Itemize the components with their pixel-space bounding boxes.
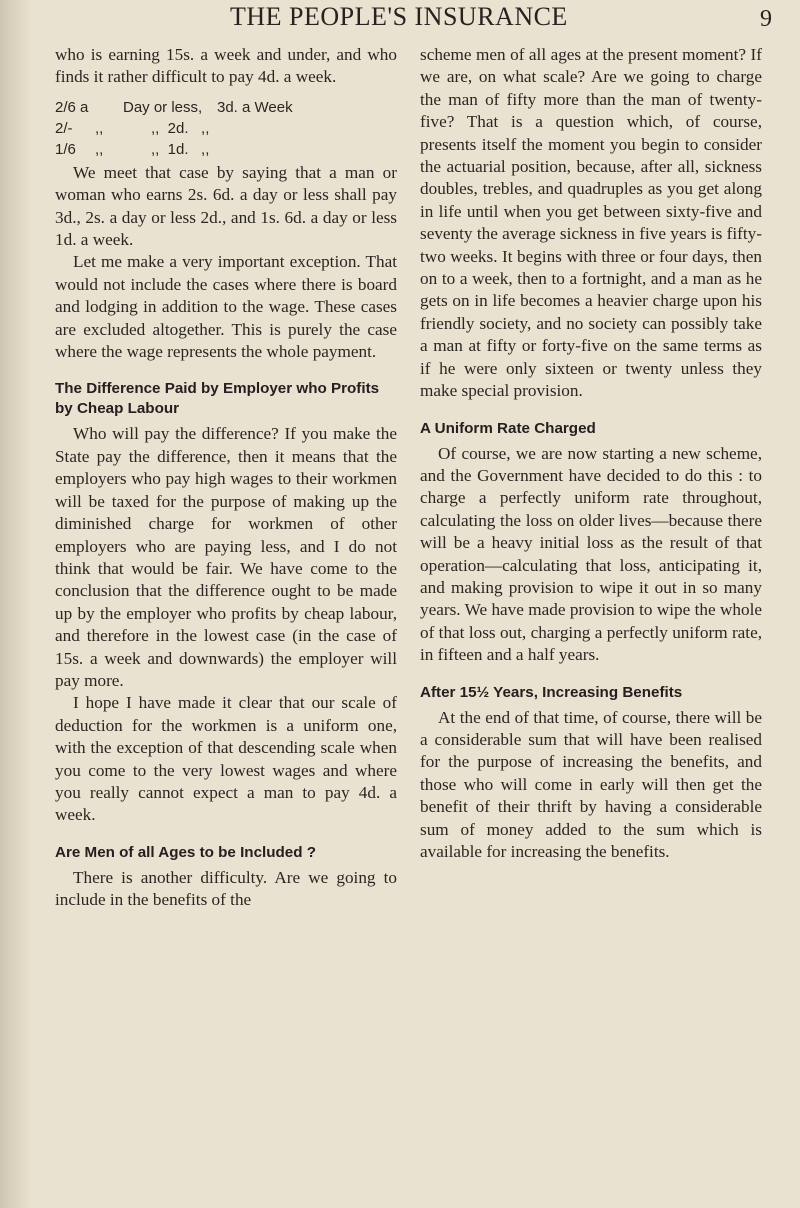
paragraph: scheme men of all ages at the present moment? If we are, on what scale? Are we going to charge the man of fifty more than the man of twenty-five? That is a question which, of course, presents itself the moment you begin to consider the actuarial position, because, after all, sickness doubles, trebles, and quadruples as you get along in life until when you get between sixty-five and seventy the average sickness in five years is fifty-two weeks. It begins with three or four days, then on to a week, then to a fortnight, and a man as he gets on in life becomes a heavier charge upon his friendly society, and no society can possibly take a man at fifty or forty-five on the same terms as if he were only sixteen or twenty unless they make special provision. xyxy=(420,45,762,401)
page-header xyxy=(0,2,800,36)
paragraph: Let me make a very important exception. That would not include the cases where there is board and lodging in addition to the wage. These cases are excluded altogether. This is purely the case where the wage represents the whole payment. xyxy=(55,252,397,362)
paragraph: I hope I have made it clear that our scale of deduction for the workmen is a uniform one, with the exception of that descending scale when you come to the very lowest wages and where you really cannot expect a man to pay 4d. a week. xyxy=(55,693,397,825)
scale-period: ,, xyxy=(95,119,104,137)
running-title: THE PEOPLE'S INSURANCE xyxy=(230,2,568,31)
scale-row xyxy=(55,97,397,118)
scale-wage: 2/6 a xyxy=(55,98,89,116)
scale-period: Day or less, xyxy=(123,98,203,116)
right-column xyxy=(420,44,762,863)
scale-wage: 2/- xyxy=(55,119,73,137)
page-number: 9 xyxy=(760,6,772,32)
paragraph: who is earning 15s. a week and under, and who finds it rather difficult to pay 4d. a week. xyxy=(55,45,397,87)
section-heading: The Difference Paid by Employer who Profits by Cheap Labour xyxy=(55,380,380,418)
scale-row xyxy=(55,118,397,139)
paragraph: We meet that case by saying that a man or woman who earns 2s. 6d. a day or less shall pay 3d., 2s. a day or less 2d., and 1s. 6d. a day or less 1d. a week. xyxy=(55,162,397,250)
section-heading: After 15½ Years, Increasing Benefits xyxy=(420,683,683,701)
section-heading: Are Men of all Ages to be Included ? xyxy=(55,843,317,861)
paragraph: There is another difficulty. Are we going to include in the benefits of the xyxy=(55,867,397,910)
scale-charge: ,, 2d. ,, xyxy=(151,119,210,137)
paragraph: Of course, we are now starting a new scheme, and the Government have decided to do this : to charge a perfectly uniform rate throughout, calculating the loss on older lives—because there will be a heavy initial loss as the result of that operation—calculating that loss, anticipating it, and making provision to wipe it out in so many years. We have made provision to wipe the whole of that loss out, charging a perfectly uniform rate, in fifteen and a half years. xyxy=(420,443,762,665)
book-spine-shadow xyxy=(0,0,32,1208)
paragraph: Who will pay the difference? If you make the State pay the difference, then it means that the employers who pay high wages to their workmen will be taxed for the purpose of making up the diminished charge for workmen of other employers who are paying less, and I do not think that would be fair. We have come to the conclusion that the difference ought to be made up by the employer who profits by cheap labour, and therefore in the lowest case (in the case of 15s. a week and downwards) the employer will pay more. xyxy=(55,424,397,690)
scale-charge: ,, 1d. ,, xyxy=(151,140,210,158)
scale-wage: 1/6 xyxy=(55,140,76,158)
left-column xyxy=(55,44,397,912)
paragraph: At the end of that time, of course, there will be a considerable sum that will have been realised for the purpose of increasing the benefits, and those who will come in early will then get the benefit of their thrift by having a considerable sum of money added to the sum which is available for increasing the benefits. xyxy=(420,707,762,861)
scale-charge: 3d. a Week xyxy=(217,98,293,116)
contribution-scale xyxy=(55,97,397,160)
section-heading: A Uniform Rate Charged xyxy=(420,419,596,437)
scale-period: ,, xyxy=(95,140,104,158)
scale-row xyxy=(55,139,397,160)
